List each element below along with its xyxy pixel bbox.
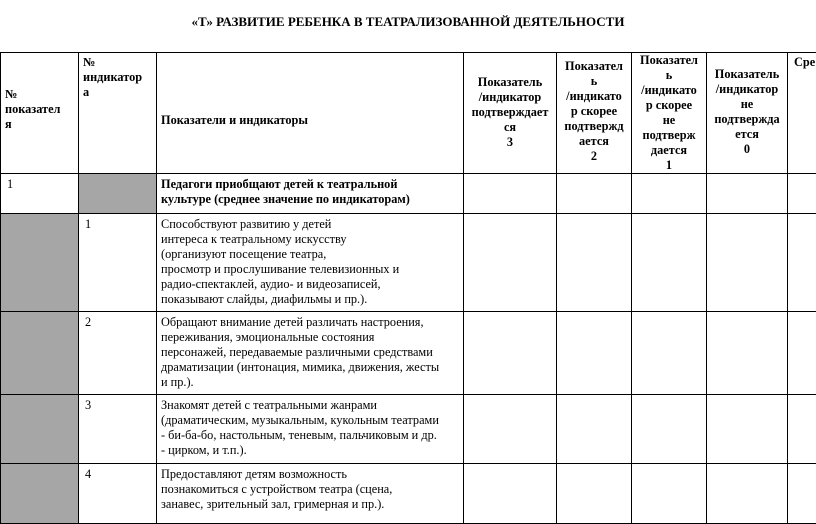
score-cell — [707, 174, 788, 214]
header-score-1: Показател ь /индикато р скорее не подтверж дается 1 — [632, 53, 707, 174]
score-cell — [632, 312, 707, 395]
score-cell — [557, 214, 632, 312]
header-score-0: Показатель /индикатор не подтвержда ется 0 — [707, 53, 788, 174]
score-cell — [557, 395, 632, 464]
score-cell — [464, 312, 557, 395]
score-cell — [632, 464, 707, 524]
score-cell — [557, 464, 632, 524]
row-text: Знакомят детей с театральными жанрами (драматическим, музыкальным, кукольным театрами - би-ба-бо, настольным, теневым, пальчиковым и др. - цирком, и т.п.). — [157, 395, 464, 464]
header-score-3: Показатель /индикатор подтверждает ся 3 — [464, 53, 557, 174]
header-score-2: Показател ь /индикато р скорее подтвержд ается 2 — [557, 53, 632, 174]
gray-cell — [79, 174, 157, 214]
gray-cell — [1, 312, 79, 395]
score-cell — [464, 464, 557, 524]
row-number: 1 — [79, 214, 157, 312]
score-cell — [557, 312, 632, 395]
score-cell — [707, 395, 788, 464]
evaluation-table — [0, 52, 816, 524]
header-indicator-number: № показател я — [1, 53, 79, 174]
group-text: Педагоги приобщают детей к театральной культуре (среднее значение по индикаторам) — [157, 174, 464, 214]
header-indicators: Показатели и индикаторы — [157, 53, 464, 174]
score-cell — [632, 174, 707, 214]
score-cell — [464, 214, 557, 312]
group-number: 1 — [1, 174, 79, 214]
row-text: Способствуют развитию у детей интереса к театральному искусству (организуют посещение театра, просмотр и прослушивание телевизионных и радио-спектаклей, аудио- и видеозаписей, показывают слайды, диафильмы и пр.). — [157, 214, 464, 312]
row-number: 2 — [79, 312, 157, 395]
table-row — [1, 464, 816, 524]
table-row — [1, 214, 816, 312]
gray-cell — [1, 214, 79, 312]
score-cell — [464, 174, 557, 214]
gray-cell — [1, 395, 79, 464]
table-row — [1, 395, 816, 464]
header-row — [1, 53, 816, 174]
header-sub-indicator-number: № индикатор а — [79, 53, 157, 174]
score-cell — [788, 214, 816, 312]
score-cell — [788, 174, 816, 214]
score-cell — [632, 214, 707, 312]
row-text: Предоставляют детям возможность познакомиться с устройством театра (сцена, занавес, зрительный зал, гримерная и пр.). — [157, 464, 464, 524]
row-text: Обращают внимание детей различать настроения, переживания, эмоциональные состояния персонажей, передаваемые различными средствами драматизации (интонация, мимика, движения, жесты и пр.). — [157, 312, 464, 395]
score-cell — [557, 174, 632, 214]
gray-cell — [1, 464, 79, 524]
score-cell — [788, 395, 816, 464]
score-cell — [464, 395, 557, 464]
document-title: «Т» РАЗВИТИЕ РЕБЕНКА В ТЕАТРАЛИЗОВАННОЙ ДЕЯТЕЛЬНОСТИ — [0, 14, 816, 30]
row-number: 4 — [79, 464, 157, 524]
score-cell — [707, 312, 788, 395]
score-cell — [788, 464, 816, 524]
score-cell — [632, 395, 707, 464]
score-cell — [707, 214, 788, 312]
group-row — [1, 174, 816, 214]
header-average: Сре — [788, 53, 816, 174]
score-cell — [707, 464, 788, 524]
table-row — [1, 312, 816, 395]
row-number: 3 — [79, 395, 157, 464]
score-cell — [788, 312, 816, 395]
